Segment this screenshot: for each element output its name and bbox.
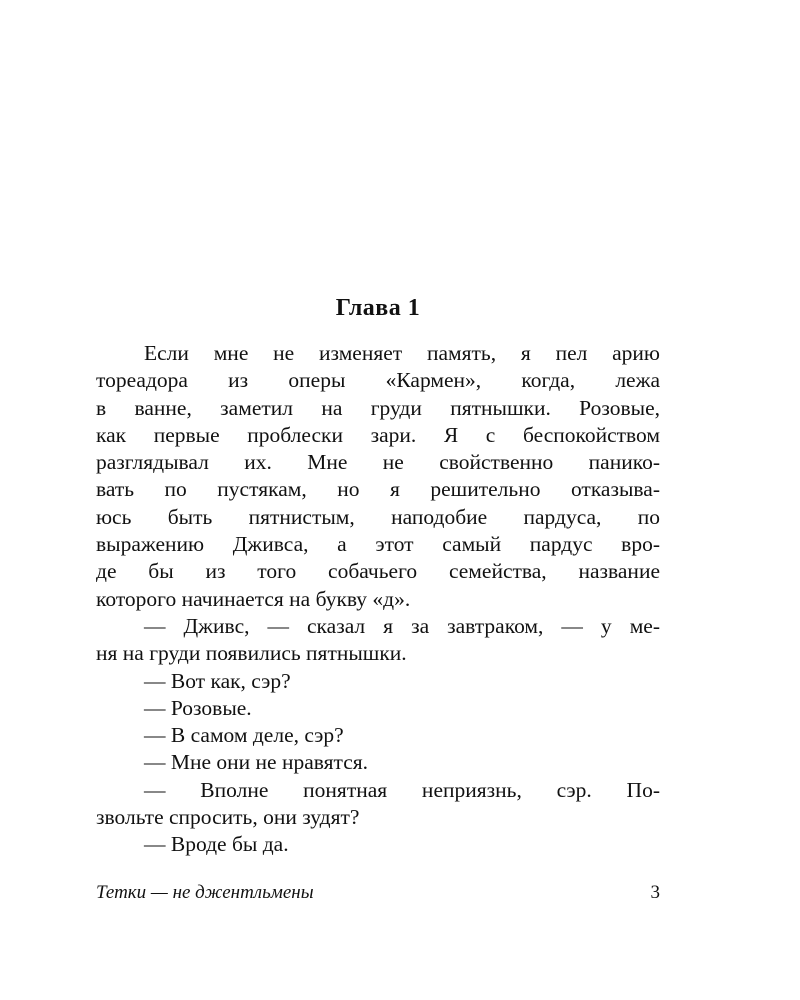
text-line: тореадора из оперы «Кармен», когда, лежа xyxy=(96,368,660,393)
dialogue-paragraph xyxy=(96,831,660,858)
dialogue-paragraph xyxy=(96,749,660,776)
text-line: которого начинается на букву «д». xyxy=(96,586,411,611)
text-line: де бы из того собачьего семейства, название xyxy=(96,559,660,584)
text-line: — Вполне понятная неприязнь, сэр. По- xyxy=(144,777,660,802)
text-line: вать по пустякам, но я решительно отказыва- xyxy=(96,477,660,502)
chapter-text xyxy=(96,340,660,859)
dialogue-paragraph xyxy=(96,695,660,722)
dialogue-paragraph xyxy=(96,777,660,832)
text-line: разглядывал их. Мне не свойственно панико- xyxy=(96,450,660,475)
text-line: — Вот как, сэр? xyxy=(144,668,291,693)
text-line: звольте спросить, они зудят? xyxy=(96,805,360,830)
running-footer-title: Тетки — не джентльмены xyxy=(96,882,314,903)
dialogue-paragraph xyxy=(96,668,660,695)
text-line: — Мне они не нравятся. xyxy=(144,750,368,775)
text-line: — Розовые. xyxy=(144,695,252,720)
paragraph xyxy=(96,340,660,613)
text-line: — Вроде бы да. xyxy=(144,832,289,857)
dialogue-paragraph xyxy=(96,722,660,749)
text-line: ня на груди появились пятнышки. xyxy=(96,641,407,666)
chapter-title: Глава 1 xyxy=(335,295,421,321)
text-line: Если мне не изменяет память, я пел арию xyxy=(144,341,660,365)
text-line: — В самом деле, сэр? xyxy=(144,723,344,748)
page-number: 3 xyxy=(650,882,660,903)
text-line: как первые проблески зари. Я с беспокойством xyxy=(96,422,660,447)
text-line: — Дживс, — сказал я за завтраком, — у ме- xyxy=(144,613,660,638)
dialogue-paragraph xyxy=(96,613,660,668)
text-line: юсь быть пятнистым, наподобие пардуса, по xyxy=(96,504,660,529)
text-line: выражению Дживса, а этот самый пардус вро- xyxy=(96,532,660,557)
text-line: в ванне, заметил на груди пятнышки. Розовые, xyxy=(96,395,660,420)
